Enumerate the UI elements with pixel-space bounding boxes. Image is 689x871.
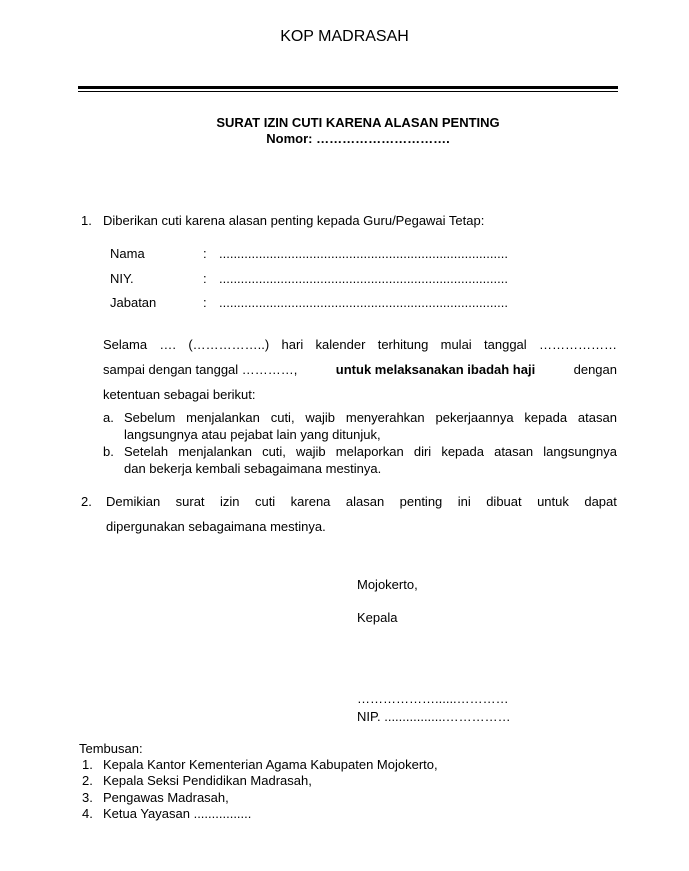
word: kalender xyxy=(315,337,366,352)
field-colon: : xyxy=(203,271,207,286)
word: atasan xyxy=(494,444,534,459)
cc-item-text: Kepala Seksi Pendidikan Madrasah, xyxy=(103,773,312,788)
field-label-jabatan: Jabatan xyxy=(110,295,157,310)
word: karena xyxy=(290,494,331,509)
paragraph-line-1 xyxy=(103,337,617,352)
word: melaporkan xyxy=(335,444,404,459)
sub-item-a-line-2: langsungnya atau pejabat lain yang ditunjuk, xyxy=(124,427,381,442)
word: tanggal xyxy=(484,337,527,352)
word: mulai xyxy=(440,337,472,352)
letter-title: SURAT IZIN CUTI KARENA ALASAN PENTING xyxy=(216,115,500,130)
word: (……………..) xyxy=(188,337,270,352)
letterhead-rule-thin xyxy=(78,91,618,92)
word: hari xyxy=(281,337,304,352)
word: Sebelum xyxy=(124,410,176,425)
word: ……………… xyxy=(538,337,617,352)
word: cuti, xyxy=(270,410,295,425)
sub-item-a-mark: a. xyxy=(103,410,114,425)
field-value-nama: ................................................................................ xyxy=(219,246,508,261)
word: izin xyxy=(220,494,240,509)
cc-item-number: 1. xyxy=(82,757,93,772)
paragraph-line-2 xyxy=(103,362,617,377)
word: wajib xyxy=(296,444,326,459)
cc-item-number: 4. xyxy=(82,806,93,821)
word: penting xyxy=(399,494,443,509)
word: cuti xyxy=(254,494,276,509)
sub-item-b-line-1 xyxy=(124,444,617,459)
sub-item-b-mark: b. xyxy=(103,444,114,459)
word: terhitung xyxy=(377,337,429,352)
field-colon: : xyxy=(203,295,207,310)
item2-line-2: dipergunakan sebagaimana mestinya. xyxy=(106,519,326,534)
item1-number: 1. xyxy=(81,213,92,228)
signature-nip: NIP. .................…………… xyxy=(357,709,511,724)
field-label-niy: NIY. xyxy=(110,271,134,286)
word: Setelah xyxy=(124,444,169,459)
word: menyerahkan xyxy=(345,410,425,425)
cc-item-number: 3. xyxy=(82,790,93,805)
word: kepada xyxy=(524,410,568,425)
item2-line-1 xyxy=(106,494,617,509)
word: atasan xyxy=(577,410,617,425)
word: pekerjaannya xyxy=(435,410,514,425)
word: untuk xyxy=(537,494,569,509)
word: Selama xyxy=(103,337,148,352)
word: wajib xyxy=(305,410,336,425)
cc-item-text: Pengawas Madrasah, xyxy=(103,790,229,805)
signature-place: Mojokerto, xyxy=(357,577,418,592)
letterhead: KOP MADRASAH xyxy=(280,28,409,45)
field-value-jabatan: ................................................................................ xyxy=(219,295,508,310)
cc-heading: Tembusan: xyxy=(79,741,143,756)
item1-text: Diberikan cuti karena alasan penting kepada Guru/Pegawai Tetap: xyxy=(103,213,485,228)
word: menjalankan xyxy=(178,444,252,459)
word: dapat xyxy=(584,494,617,509)
word: alasan xyxy=(345,494,385,509)
word: ini xyxy=(457,494,471,509)
word: …. xyxy=(159,337,177,352)
field-colon: : xyxy=(203,246,207,261)
signature-role: Kepala xyxy=(357,610,398,625)
word: Demikian xyxy=(106,494,161,509)
paragraph-line-3: ketentuan sebagai berikut: xyxy=(103,387,256,402)
word: menjalankan xyxy=(186,410,260,425)
word: dibuat xyxy=(486,494,522,509)
letter-number: Nomor: …………………………. xyxy=(266,131,450,146)
word: langsungnya xyxy=(543,444,617,459)
word: cuti, xyxy=(262,444,286,459)
sub-item-b-line-2: dan bekerja kembali sebagaimana mestinya. xyxy=(124,461,382,476)
field-label-nama: Nama xyxy=(110,246,145,261)
signature-name-line: ………………......………… xyxy=(357,691,509,706)
cc-item-text: Kepala Kantor Kementerian Agama Kabupaten Mojokerto, xyxy=(103,757,438,772)
paragraph-text: dengan xyxy=(573,362,617,377)
item2-number: 2. xyxy=(81,494,92,509)
paragraph-text: sampai dengan tanggal …………, xyxy=(103,362,298,377)
paragraph-emphasis: untuk melaksanakan ibadah haji xyxy=(335,362,536,377)
word: diri xyxy=(413,444,432,459)
word: kepada xyxy=(441,444,484,459)
cc-item-number: 2. xyxy=(82,773,93,788)
sub-item-a-line-1 xyxy=(124,410,617,425)
cc-item-text: Ketua Yayasan ................ xyxy=(103,806,252,821)
field-value-niy: ................................................................................ xyxy=(219,271,508,286)
letterhead-rule-thick xyxy=(78,86,618,89)
word: surat xyxy=(175,494,205,509)
